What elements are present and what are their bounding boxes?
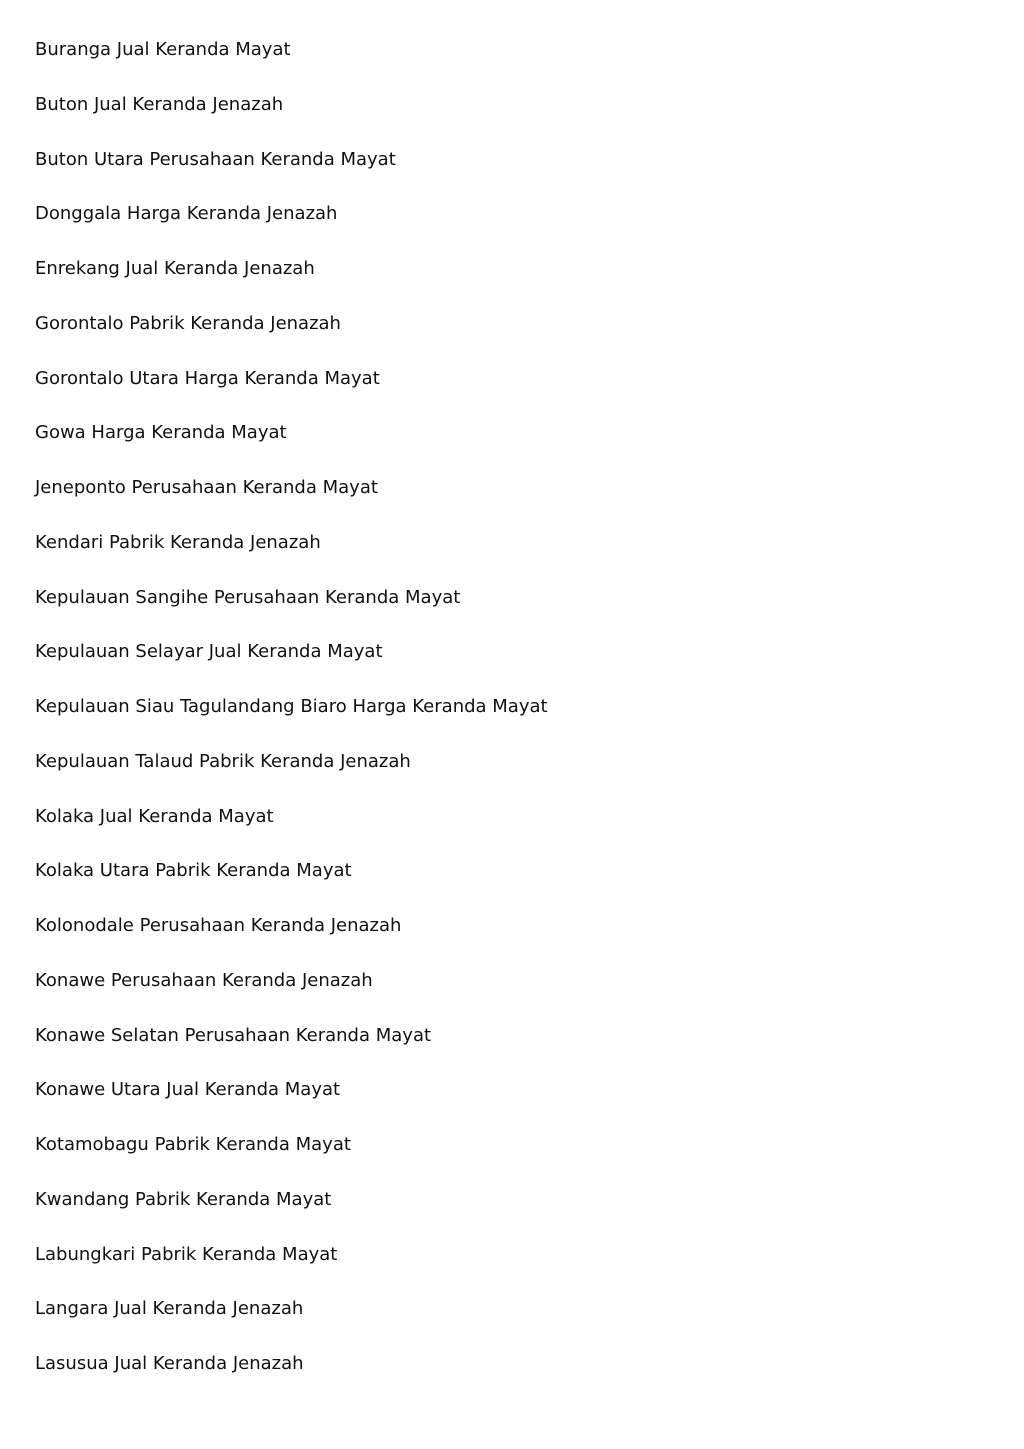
location-link[interactable]: Kolaka Utara Pabrik Keranda Mayat (35, 860, 352, 882)
location-link[interactable]: Jeneponto Perusahaan Keranda Mayat (35, 477, 378, 498)
list-item (35, 967, 548, 1022)
list-item (35, 1022, 548, 1077)
list-item (35, 1076, 548, 1131)
location-link[interactable]: Kendari Pabrik Keranda Jenazah (35, 531, 321, 553)
location-link[interactable]: Lasusua Jual Keranda Jenazah (35, 1353, 304, 1374)
list-item (35, 36, 548, 91)
list-item (35, 693, 548, 748)
location-link[interactable]: Konawe Selatan Perusahaan Keranda Mayat (35, 1024, 432, 1046)
location-link[interactable]: Kepulauan Selayar Jual Keranda Mayat (35, 641, 383, 663)
location-link[interactable]: Kepulauan Talaud Pabrik Keranda Jenazah (35, 750, 411, 772)
location-link[interactable]: Donggala Harga Keranda Jenazah (35, 203, 338, 225)
list-item (35, 584, 548, 639)
list-item (35, 857, 548, 912)
location-link[interactable]: Gorontalo Pabrik Keranda Jenazah (35, 312, 341, 334)
location-link[interactable]: Konawe Utara Jual Keranda Mayat (35, 1079, 341, 1101)
list-item (35, 200, 548, 255)
list-item (35, 146, 548, 201)
location-link[interactable]: Kolaka Jual Keranda Mayat (35, 805, 274, 827)
location-link[interactable]: Kepulauan Sangihe Perusahaan Keranda Mayat (35, 586, 461, 608)
location-link[interactable]: Buranga Jual Keranda Mayat (35, 39, 291, 60)
list-item (35, 1241, 548, 1296)
list-item (35, 912, 548, 967)
location-link[interactable]: Labungkari Pabrik Keranda Mayat (35, 1243, 338, 1265)
location-link[interactable]: Langara Jual Keranda Jenazah (35, 1298, 304, 1320)
list-item (35, 1131, 548, 1186)
list-item (35, 1186, 548, 1241)
list-item (35, 1295, 548, 1350)
location-link[interactable]: Kepulauan Siau Tagulandang Biaro Harga Keranda Mayat (35, 696, 548, 717)
location-link[interactable]: Enrekang Jual Keranda Jenazah (35, 258, 315, 279)
location-link[interactable]: Kotamobagu Pabrik Keranda Mayat (35, 1134, 351, 1155)
list-item (35, 419, 548, 474)
list-item (35, 365, 548, 420)
location-link[interactable]: Buton Jual Keranda Jenazah (35, 93, 284, 115)
list-item (35, 748, 548, 803)
list-item (35, 91, 548, 146)
location-link[interactable]: Buton Utara Perusahaan Keranda Mayat (35, 148, 396, 170)
list-item (35, 529, 548, 584)
location-link[interactable]: Gorontalo Utara Harga Keranda Mayat (35, 367, 380, 389)
location-link[interactable]: Gowa Harga Keranda Mayat (35, 422, 287, 444)
list-item (35, 803, 548, 858)
list-item (35, 310, 548, 365)
location-link[interactable]: Kwandang Pabrik Keranda Mayat (35, 1188, 332, 1210)
list-item (35, 1350, 548, 1405)
location-link[interactable]: Konawe Perusahaan Keranda Jenazah (35, 969, 373, 991)
list-item (35, 474, 548, 529)
list-item (35, 255, 548, 310)
location-link-list (35, 36, 548, 1405)
location-link[interactable]: Kolonodale Perusahaan Keranda Jenazah (35, 915, 402, 936)
list-item (35, 638, 548, 693)
